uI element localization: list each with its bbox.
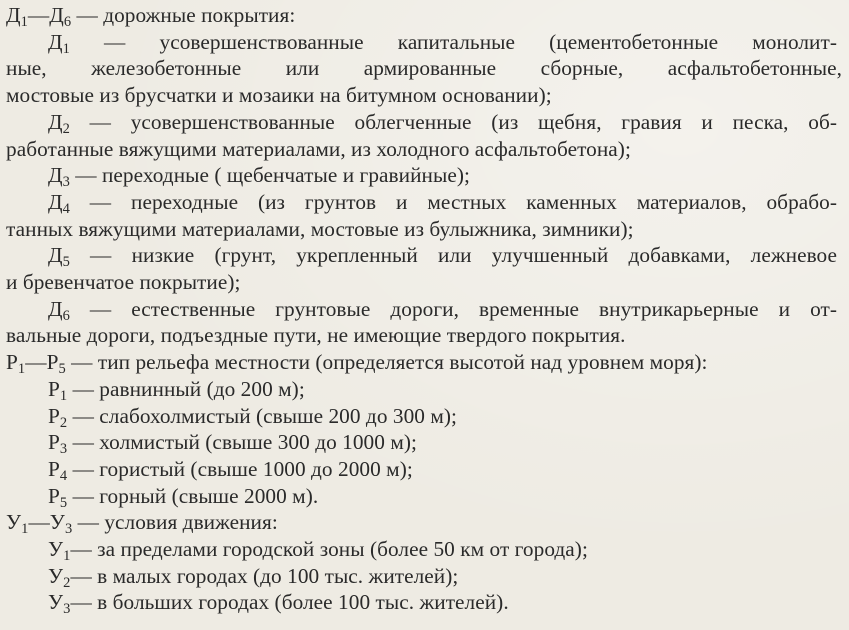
d4-line-1: $Д_4$ — переходные (из грунтов и местных каменных материалов, обрабо- [48,189,837,217]
d5-line-2: и бревенчатое покрытие); [6,270,241,295]
d1-line-2: ные, железобетонные или армированные сборные, асфальтобетонные, [6,56,842,81]
d6-line-2: вальные дороги, подъездные пути, не имеющие твердого покрытия. [6,323,626,348]
p1-line: $Р_1$ — равнинный (до 200 м); [48,376,305,404]
d5-line-1: $Д_5$ — низкие (грунт, укрепленный или улучшенный добавками, лежневое [48,243,837,271]
d2-line-2: работанные вяжущими материалами, из холодного асфальтобетона); [6,136,631,161]
u3-line: $У_3—$ в больших городах (более 100 тыс. жителей). [48,590,509,618]
d1-line-1: $Д_1$ — усовершенствованные капитальные (цементобетонные монолит- [48,29,837,57]
p4-line: $Р_4$ — гористый (свыше 1000 до 2000 м); [48,456,413,484]
u2-line: $У_2—$ в малых городах (до 100 тыс. жителей); [48,563,459,591]
u1-line: $У_1—$ за пределами городской зоны (более 50 км от города); [48,537,588,565]
d1-line-3: мостовые из брусчатки и мозаики на битумном основании); [6,83,552,108]
d6-line-1: $Д_6$ — естественные грунтовые дороги, временные внутрикарьерные и от- [48,296,837,324]
d2-line-1: $Д_2$ — усовершенствованные облегченные (из щебня, гравия и песка, об- [48,109,837,137]
u-section-heading: $У_1—У_3$ — условия движения: [6,510,278,538]
d-section-heading: $Д_1—Д_6$ — дорожные покрытия: [6,3,296,31]
p-section-heading: $Р_1—Р_5$ — тип рельефа местности (определяется высотой над уровнем моря): [6,350,708,378]
d3-line-1: $Д_3$ — переходные ( щебенчатые и гравийные); [48,163,470,191]
p5-line: $Р_5$ — горный (свыше 2000 м). [48,483,319,511]
p3-line: $Р_3$ — холмистый (свыше 300 до 1000 м); [48,430,417,458]
p2-line: $Р_2$ — слабохолмистый (свыше 200 до 300 м); [48,403,457,431]
d4-line-2: танных вяжущими материалами, мостовые из булыжника, зимники); [6,216,634,241]
